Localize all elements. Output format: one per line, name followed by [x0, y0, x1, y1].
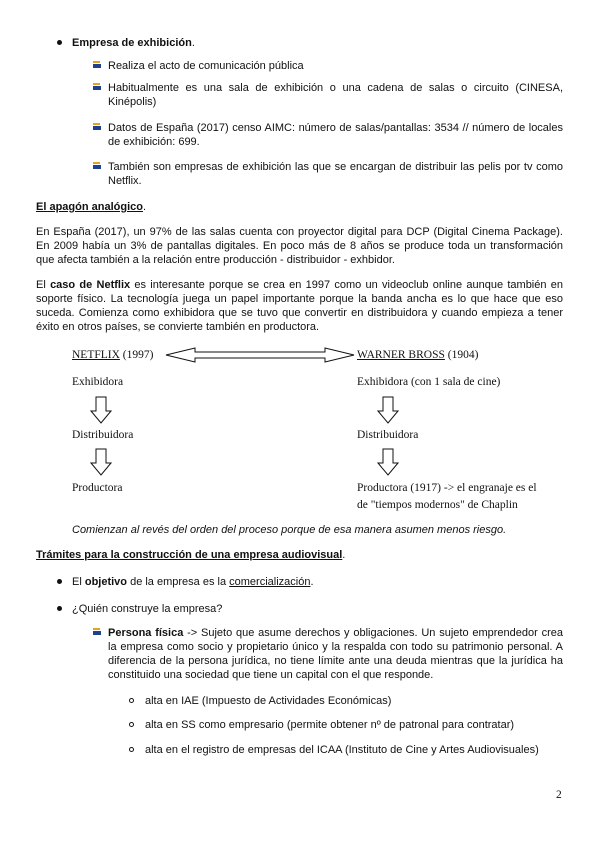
- section1-item-1: Realiza el acto de comunicación pública: [108, 60, 304, 72]
- section2-para2-line2: soporte físico. La tecnología juega un papel importante porque la banda ancha es lo que hace que eso: [36, 293, 563, 305]
- persona-line4: constituido una sociedad que tiene un capital con el que responde.: [108, 669, 434, 681]
- section1-item-3-line1: Datos de España (2017) censo AIMC: número de salas/pantallas: 3534 // número de locales: [108, 122, 563, 134]
- right-step-3-cont: de "tiempos modernos" de Chaplin: [357, 499, 518, 511]
- section1-heading-line: Empresa de exhibición.: [72, 37, 195, 49]
- circle-bullet: [129, 698, 134, 703]
- down-arrow-icon: [377, 396, 399, 424]
- persona-line2: la empresa como socio y propietario único y la respalda con todo su patrimonio personal. A: [108, 641, 563, 653]
- sub-item-1: alta en IAE (Impuesto de Actividades Económicas): [145, 695, 392, 707]
- section1-item-2-line2: Kinépolis): [108, 96, 157, 108]
- objetivo-line: El objetivo de la empresa es la comercialización.: [72, 576, 314, 588]
- section2-para2-line3: suceda. Comienza como exhibidora que se tuvo que convertir en distribuidora y cuando empieza a tener: [36, 307, 563, 319]
- section2-heading: El apagón analógico: [36, 201, 143, 213]
- circle-bullet: [129, 722, 134, 727]
- down-arrow-icon: [377, 448, 399, 476]
- section2-para1-line1: En España (2017), un 97% de las salas cuenta con proyector digital para DCP (Digital Cinema Package).: [36, 226, 563, 238]
- section1-item-4-line2: Netflix.: [108, 175, 142, 187]
- diagram-caption: Comienzan al revés del orden del proceso porque de esa manera asumen menos riesgo.: [72, 524, 507, 536]
- book-bullet-icon: [92, 161, 102, 170]
- section1-item-3-line2: de exhibición: 699.: [108, 136, 200, 148]
- book-bullet-icon: [92, 60, 102, 69]
- book-bullet-icon: [92, 627, 102, 636]
- section2-para1-line2: En 2009 había un 3% de pantallas digitales. En poco más de 8 años se produce toda un transformación: [36, 240, 563, 252]
- right-step-1: Exhibidora (con 1 sala de cine): [357, 376, 501, 388]
- section2-para1-line3: que afecta también a la relación entre producción - distribuidor - exhbidor.: [36, 254, 395, 266]
- right-step-3: Productora (1917) -> el engranaje es el: [357, 482, 537, 494]
- section3-heading: Trámites para la construcción de una empresa audiovisual: [36, 549, 343, 561]
- section2-para2-line4: éxito en otros países, se convierte también en productora.: [36, 321, 320, 333]
- section2-heading-line: El apagón analógico.: [36, 201, 147, 213]
- right-step-2: Distribuidora: [357, 429, 419, 441]
- who-builds-line: ¿Quién construye la empresa?: [72, 603, 223, 615]
- page-number: 2: [556, 789, 562, 801]
- sub-item-2: alta en SS como empresario (permite obtener nº de patronal para contratar): [145, 719, 515, 731]
- book-bullet-icon: [92, 122, 102, 131]
- bullet-dot: [57, 606, 62, 611]
- diagram-right-title: WARNER BROSS (1904): [357, 349, 479, 361]
- sub-item-3: alta en el registro de empresas del ICAA (Instituto de Cine y Artes Audiovisuales): [145, 744, 539, 756]
- bullet-dot: [57, 40, 62, 45]
- diagram-left-title: NETFLIX (1997): [72, 349, 154, 361]
- persona-line3: diferencia de la persona jurídica, no tiene límite ante una deuda mientras que la jurídica ha: [108, 655, 563, 667]
- circle-bullet: [129, 747, 134, 752]
- left-step-3: Productora: [72, 482, 123, 494]
- bullet-dot: [57, 579, 62, 584]
- section1-item-2-line1: Habitualmente es una sala de exhibición o una cadena de salas o circuito (CINESA,: [108, 82, 563, 94]
- down-arrow-icon: [90, 396, 112, 424]
- left-step-1: Exhibidora: [72, 376, 124, 388]
- section1-heading: Empresa de exhibición: [72, 37, 192, 49]
- down-arrow-icon: [90, 448, 112, 476]
- section3-heading-line: Trámites para la construcción de una empresa audiovisual.: [36, 549, 346, 561]
- netflix-case: caso de Netflix: [50, 279, 131, 291]
- left-step-2: Distribuidora: [72, 429, 134, 441]
- book-bullet-icon: [92, 82, 102, 91]
- section1-item-4-line1: También son empresas de exhibición las que se encargan de distribuir las pelis por tv como: [108, 161, 563, 173]
- double-arrow-icon: [165, 347, 355, 363]
- section2-para2-line1: El caso de Netflix es interesante porque se crea en 1997 como un videoclub online aunque también en: [36, 279, 563, 291]
- persona-line1: Persona física -> Sujeto que asume derechos y obligaciones. Un sujeto emprendedor crea: [108, 627, 563, 639]
